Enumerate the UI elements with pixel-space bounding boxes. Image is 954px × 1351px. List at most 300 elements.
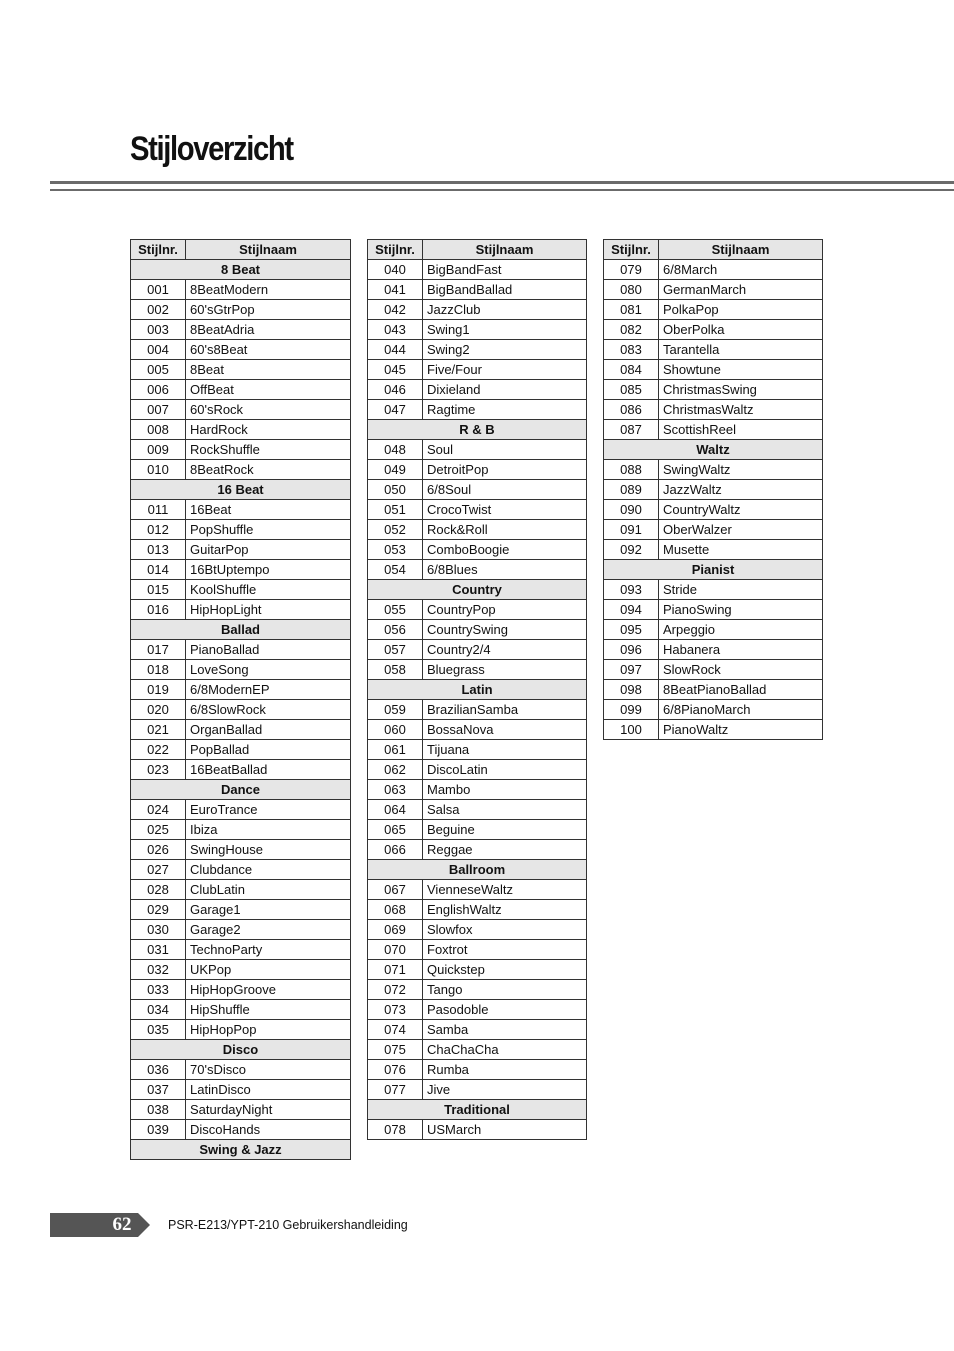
style-number: 060	[368, 720, 423, 740]
style-name: HardRock	[186, 420, 351, 440]
style-number: 093	[604, 580, 659, 600]
style-number: 015	[131, 580, 186, 600]
header-number: Stijlnr.	[131, 240, 186, 260]
style-name: Five/Four	[423, 360, 587, 380]
style-row	[131, 700, 351, 720]
style-row	[604, 720, 823, 740]
style-name: Showtune	[659, 360, 823, 380]
category-row	[131, 1040, 351, 1060]
style-name: 8BeatPianoBallad	[659, 680, 823, 700]
style-number: 047	[368, 400, 423, 420]
header-number: Stijlnr.	[604, 240, 659, 260]
category-row	[368, 420, 587, 440]
category-label: Waltz	[604, 440, 823, 460]
style-row	[604, 640, 823, 660]
style-name: CountrySwing	[423, 620, 587, 640]
style-number: 053	[368, 540, 423, 560]
style-name: PianoSwing	[659, 600, 823, 620]
style-number: 058	[368, 660, 423, 680]
category-label: Ballroom	[368, 860, 587, 880]
style-name: Tijuana	[423, 740, 587, 760]
style-row	[604, 620, 823, 640]
style-number: 068	[368, 900, 423, 920]
style-row	[604, 600, 823, 620]
category-label: Pianist	[604, 560, 823, 580]
style-row	[131, 520, 351, 540]
style-name: VienneseWaltz	[423, 880, 587, 900]
style-table-body	[368, 260, 587, 1140]
style-row	[604, 300, 823, 320]
style-name: Clubdance	[186, 860, 351, 880]
style-name: Beguine	[423, 820, 587, 840]
style-number: 099	[604, 700, 659, 720]
style-name: GermanMarch	[659, 280, 823, 300]
style-name: HipHopPop	[186, 1020, 351, 1040]
style-number: 070	[368, 940, 423, 960]
style-name: 6/8SlowRock	[186, 700, 351, 720]
style-row	[368, 500, 587, 520]
style-row	[604, 500, 823, 520]
category-row	[131, 480, 351, 500]
category-label: R & B	[368, 420, 587, 440]
style-row	[131, 1000, 351, 1020]
style-row	[368, 380, 587, 400]
style-number: 088	[604, 460, 659, 480]
style-row	[368, 1000, 587, 1020]
style-number: 031	[131, 940, 186, 960]
style-row	[131, 1020, 351, 1040]
style-number: 091	[604, 520, 659, 540]
style-name: CountryWaltz	[659, 500, 823, 520]
style-number: 055	[368, 600, 423, 620]
style-name: 60'sGtrPop	[186, 300, 351, 320]
style-row	[604, 420, 823, 440]
style-number: 092	[604, 540, 659, 560]
style-number: 066	[368, 840, 423, 860]
style-row	[368, 940, 587, 960]
style-name: Garage1	[186, 900, 351, 920]
style-number: 036	[131, 1060, 186, 1080]
category-label: Disco	[131, 1040, 351, 1060]
style-number: 039	[131, 1120, 186, 1140]
style-number: 044	[368, 340, 423, 360]
style-number: 065	[368, 820, 423, 840]
style-number: 089	[604, 480, 659, 500]
page-number: 62	[112, 1214, 132, 1235]
style-name: 16BeatBallad	[186, 760, 351, 780]
style-name: Stride	[659, 580, 823, 600]
style-row	[368, 560, 587, 580]
style-row	[131, 660, 351, 680]
style-row	[131, 900, 351, 920]
category-row	[604, 560, 823, 580]
style-row	[131, 860, 351, 880]
style-number: 052	[368, 520, 423, 540]
header-name: Stijlnaam	[659, 240, 823, 260]
category-label: Dance	[131, 780, 351, 800]
style-number: 050	[368, 480, 423, 500]
style-row	[131, 600, 351, 620]
style-row	[131, 300, 351, 320]
style-row	[368, 1120, 587, 1140]
style-name: SlowRock	[659, 660, 823, 680]
style-name: DiscoHands	[186, 1120, 351, 1140]
style-number: 086	[604, 400, 659, 420]
style-row	[131, 940, 351, 960]
style-row	[131, 960, 351, 980]
style-name: 6/8March	[659, 260, 823, 280]
style-row	[604, 700, 823, 720]
style-row	[368, 400, 587, 420]
category-label: Country	[368, 580, 587, 600]
style-row	[604, 260, 823, 280]
style-number: 046	[368, 380, 423, 400]
style-name: ComboBoogie	[423, 540, 587, 560]
style-number: 048	[368, 440, 423, 460]
style-number: 087	[604, 420, 659, 440]
style-name: SwingHouse	[186, 840, 351, 860]
style-row	[131, 720, 351, 740]
category-row	[131, 260, 351, 280]
style-name: 6/8ModernEP	[186, 680, 351, 700]
style-number: 067	[368, 880, 423, 900]
style-name: SwingWaltz	[659, 460, 823, 480]
style-row	[131, 360, 351, 380]
style-name: KoolShuffle	[186, 580, 351, 600]
category-row	[131, 620, 351, 640]
style-row	[368, 1040, 587, 1060]
style-row	[604, 380, 823, 400]
style-row	[368, 740, 587, 760]
title-rule-thick	[50, 181, 954, 184]
style-number: 073	[368, 1000, 423, 1020]
style-row	[604, 540, 823, 560]
category-row	[368, 580, 587, 600]
style-row	[368, 640, 587, 660]
style-row	[368, 660, 587, 680]
footer-manual-title: PSR-E213/YPT-210 Gebruikershandleiding	[168, 1218, 408, 1232]
header-number: Stijlnr.	[368, 240, 423, 260]
style-row	[131, 500, 351, 520]
style-number: 074	[368, 1020, 423, 1040]
category-label: Latin	[368, 680, 587, 700]
style-row	[368, 900, 587, 920]
style-row	[131, 440, 351, 460]
header-name: Stijlnaam	[423, 240, 587, 260]
style-number: 069	[368, 920, 423, 940]
style-name: JazzClub	[423, 300, 587, 320]
style-number: 019	[131, 680, 186, 700]
style-row	[131, 760, 351, 780]
style-row	[131, 460, 351, 480]
style-number: 097	[604, 660, 659, 680]
style-row	[368, 780, 587, 800]
style-row	[131, 640, 351, 660]
style-number: 012	[131, 520, 186, 540]
style-name: 60's8Beat	[186, 340, 351, 360]
style-name: 16Beat	[186, 500, 351, 520]
style-row	[604, 340, 823, 360]
style-number: 005	[131, 360, 186, 380]
title-rule-thin	[50, 189, 954, 191]
style-number: 017	[131, 640, 186, 660]
style-name: Country2/4	[423, 640, 587, 660]
style-number: 032	[131, 960, 186, 980]
style-name: LatinDisco	[186, 1080, 351, 1100]
style-table-1	[130, 239, 351, 1160]
style-row	[131, 340, 351, 360]
style-number: 082	[604, 320, 659, 340]
style-number: 072	[368, 980, 423, 1000]
style-name: EnglishWaltz	[423, 900, 587, 920]
style-row	[368, 720, 587, 740]
style-row	[368, 960, 587, 980]
style-number: 010	[131, 460, 186, 480]
style-row	[131, 1080, 351, 1100]
style-number: 004	[131, 340, 186, 360]
style-row	[604, 360, 823, 380]
style-number: 038	[131, 1100, 186, 1120]
style-name: LoveSong	[186, 660, 351, 680]
style-row	[368, 280, 587, 300]
style-name: HipHopGroove	[186, 980, 351, 1000]
style-number: 023	[131, 760, 186, 780]
style-table-body	[604, 260, 823, 740]
style-number: 027	[131, 860, 186, 880]
style-row	[368, 320, 587, 340]
style-number: 003	[131, 320, 186, 340]
category-row	[368, 1100, 587, 1120]
style-name: ChristmasWaltz	[659, 400, 823, 420]
style-number: 007	[131, 400, 186, 420]
style-name: HipHopLight	[186, 600, 351, 620]
style-row	[131, 380, 351, 400]
style-row	[368, 1080, 587, 1100]
style-number: 002	[131, 300, 186, 320]
style-number: 076	[368, 1060, 423, 1080]
style-name: Slowfox	[423, 920, 587, 940]
style-name: Soul	[423, 440, 587, 460]
style-row	[604, 280, 823, 300]
style-name: Arpeggio	[659, 620, 823, 640]
style-name: PolkaPop	[659, 300, 823, 320]
style-row	[368, 1060, 587, 1080]
style-row	[368, 360, 587, 380]
style-row	[131, 540, 351, 560]
style-name: RockShuffle	[186, 440, 351, 460]
category-label: 8 Beat	[131, 260, 351, 280]
style-number: 061	[368, 740, 423, 760]
style-name: PianoWaltz	[659, 720, 823, 740]
style-row	[368, 620, 587, 640]
style-number: 083	[604, 340, 659, 360]
style-number: 094	[604, 600, 659, 620]
style-name: ScottishReel	[659, 420, 823, 440]
style-name: CrocoTwist	[423, 500, 587, 520]
table-header-row	[131, 240, 351, 260]
style-name: Dixieland	[423, 380, 587, 400]
style-number: 078	[368, 1120, 423, 1140]
style-number: 013	[131, 540, 186, 560]
style-number: 029	[131, 900, 186, 920]
style-name: 16BtUptempo	[186, 560, 351, 580]
style-row	[131, 420, 351, 440]
style-number: 084	[604, 360, 659, 380]
style-row	[368, 840, 587, 860]
style-name: Pasodoble	[423, 1000, 587, 1020]
style-name: JazzWaltz	[659, 480, 823, 500]
style-name: Ragtime	[423, 400, 587, 420]
style-number: 014	[131, 560, 186, 580]
style-number: 011	[131, 500, 186, 520]
style-number: 081	[604, 300, 659, 320]
style-name: OffBeat	[186, 380, 351, 400]
style-row	[368, 920, 587, 940]
style-row	[604, 460, 823, 480]
style-row	[131, 580, 351, 600]
style-row	[604, 520, 823, 540]
style-number: 095	[604, 620, 659, 640]
style-number: 049	[368, 460, 423, 480]
style-row	[131, 840, 351, 860]
style-name: USMarch	[423, 1120, 587, 1140]
style-name: ClubLatin	[186, 880, 351, 900]
style-number: 025	[131, 820, 186, 840]
style-name: Tango	[423, 980, 587, 1000]
style-name: 6/8Blues	[423, 560, 587, 580]
style-row	[368, 820, 587, 840]
style-number: 096	[604, 640, 659, 660]
style-number: 042	[368, 300, 423, 320]
style-name: 6/8PianoMarch	[659, 700, 823, 720]
style-row	[368, 480, 587, 500]
style-row	[368, 460, 587, 480]
style-name: SaturdayNight	[186, 1100, 351, 1120]
style-number: 080	[604, 280, 659, 300]
style-name: DetroitPop	[423, 460, 587, 480]
category-label: 16 Beat	[131, 480, 351, 500]
style-row	[604, 680, 823, 700]
style-name: 6/8Soul	[423, 480, 587, 500]
style-number: 075	[368, 1040, 423, 1060]
style-name: 70'sDisco	[186, 1060, 351, 1080]
style-name: Samba	[423, 1020, 587, 1040]
style-row	[368, 760, 587, 780]
style-name: BigBandBallad	[423, 280, 587, 300]
style-row	[131, 980, 351, 1000]
style-row	[368, 800, 587, 820]
style-name: Musette	[659, 540, 823, 560]
style-row	[368, 700, 587, 720]
style-number: 098	[604, 680, 659, 700]
style-table-body	[131, 260, 351, 1160]
style-name: Habanera	[659, 640, 823, 660]
style-row	[131, 880, 351, 900]
style-number: 063	[368, 780, 423, 800]
style-row	[368, 340, 587, 360]
style-row	[131, 1060, 351, 1080]
style-row	[368, 980, 587, 1000]
style-row	[131, 400, 351, 420]
style-number: 035	[131, 1020, 186, 1040]
style-number: 045	[368, 360, 423, 380]
style-name: 8BeatRock	[186, 460, 351, 480]
header-name: Stijlnaam	[186, 240, 351, 260]
style-name: UKPop	[186, 960, 351, 980]
style-row	[604, 660, 823, 680]
style-name: Salsa	[423, 800, 587, 820]
style-number: 037	[131, 1080, 186, 1100]
category-row	[368, 860, 587, 880]
style-number: 030	[131, 920, 186, 940]
style-number: 100	[604, 720, 659, 740]
style-number: 022	[131, 740, 186, 760]
style-name: Garage2	[186, 920, 351, 940]
style-name: BossaNova	[423, 720, 587, 740]
style-number: 009	[131, 440, 186, 460]
style-name: 60'sRock	[186, 400, 351, 420]
style-row	[131, 560, 351, 580]
style-number: 001	[131, 280, 186, 300]
style-row	[131, 920, 351, 940]
style-table-3	[603, 239, 823, 740]
style-row	[131, 680, 351, 700]
style-row	[131, 1120, 351, 1140]
style-name: PianoBallad	[186, 640, 351, 660]
style-row	[368, 520, 587, 540]
style-name: Reggae	[423, 840, 587, 860]
style-row	[368, 260, 587, 280]
style-row	[368, 880, 587, 900]
style-name: CountryPop	[423, 600, 587, 620]
category-row	[131, 780, 351, 800]
category-label: Traditional	[368, 1100, 587, 1120]
style-row	[131, 800, 351, 820]
category-row	[368, 680, 587, 700]
style-name: TechnoParty	[186, 940, 351, 960]
style-name: Swing1	[423, 320, 587, 340]
style-number: 040	[368, 260, 423, 280]
style-name: GuitarPop	[186, 540, 351, 560]
style-row	[604, 400, 823, 420]
style-name: Rock&Roll	[423, 520, 587, 540]
style-name: ChristmasSwing	[659, 380, 823, 400]
style-name: PopBallad	[186, 740, 351, 760]
style-row	[131, 820, 351, 840]
style-row	[368, 300, 587, 320]
table-header-row	[604, 240, 823, 260]
style-name: DiscoLatin	[423, 760, 587, 780]
category-label: Ballad	[131, 620, 351, 640]
category-label: Swing & Jazz	[131, 1140, 351, 1160]
style-name: OrganBallad	[186, 720, 351, 740]
style-number: 008	[131, 420, 186, 440]
style-table-2	[367, 239, 587, 1140]
style-number: 034	[131, 1000, 186, 1020]
style-name: Tarantella	[659, 340, 823, 360]
style-name: Jive	[423, 1080, 587, 1100]
style-row	[131, 1100, 351, 1120]
style-number: 051	[368, 500, 423, 520]
style-row	[604, 480, 823, 500]
table-header-row	[368, 240, 587, 260]
style-number: 054	[368, 560, 423, 580]
style-name: 8BeatModern	[186, 280, 351, 300]
style-number: 020	[131, 700, 186, 720]
category-row	[604, 440, 823, 460]
style-number: 021	[131, 720, 186, 740]
style-row	[131, 320, 351, 340]
